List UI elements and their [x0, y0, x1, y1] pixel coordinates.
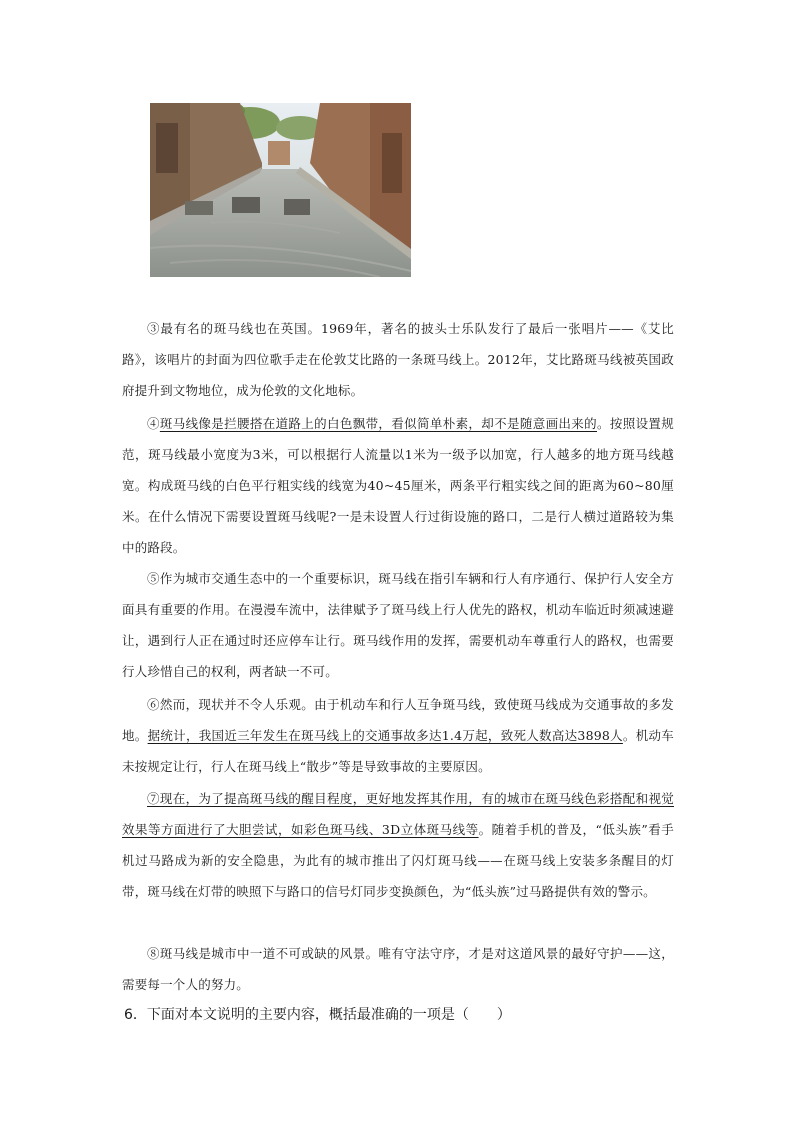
paragraph-8-text: ⑧斑马线是城市中一道不可或缺的风景。唯有守法守序，才是对这道风景的最好守护——这，需要每一个人的努力。: [122, 946, 674, 992]
paragraph-6-underlined: 据统计，我国近三年发生在斑马线上的交通事故多达1.4万起，致死人数高达3898人: [147, 728, 623, 743]
paragraph-4-text: [122, 408, 674, 563]
paragraph-4: [122, 408, 674, 563]
paragraph-6-intro: ⑥然而，现状并不令人乐观。由于机动车和行人互争斑马线，致使斑马线成为交通事故的多发地。: [122, 697, 674, 743]
paragraph-6-text: [122, 689, 674, 782]
paragraph-5-text: ⑤作为城市交通生态中的一个重要标识，斑马线在指引车辆和行人有序通行、保护行人安全方面具有重要的作用。在漫漫车流中，法律赋予了斑马线上行人优先的路权，机动车临近时须减速避让，遇到行人正在通过时还应停车让行。斑马线作用的发挥，需要机动车尊重行人的路权，也需要行人珍惜自己的权利，两者缺一不可。: [122, 571, 674, 679]
paragraph-7-underlined: ⑦现在，为了提高斑马线的醒目程度，更好地发挥其作用，有的城市在斑马线色彩搭配和视觉效果等方面进行了大胆尝试，如彩色斑马线、3D立体斑马线等: [122, 791, 674, 837]
question-6: 6．下面对本文说明的主要内容，概括最准确的一项是（ ）: [124, 1007, 511, 1023]
paragraph-5: [122, 563, 674, 687]
paragraph-7-rest: 。随着手机的普及，“低头族”看手机过马路成为新的安全隐患，为此有的城市推出了闪灯斑马线——在斑马线上安装多条醒目的灯带，斑马线在灯带的映照下与路口的信号灯同步变换颜色，为“低头族”过马路提供有效的警示。: [122, 822, 675, 899]
paragraph-6: [122, 689, 674, 782]
paragraph-4-number: ④: [147, 416, 160, 431]
paragraph-4-rest: 。按照设置规范，斑马线最小宽度为3米，可以根据行人流量以1米为一级予以加宽，行人越多的地方斑马线越宽。构成斑马线的白色平行粗实线的线宽为40~45厘米，两条平行粗实线之间的距离为60~80厘米。在什么情况下需要设置斑马线呢?一是未设置人行过街设施的路口，二是行人横过道路较为集中的路段。: [122, 416, 674, 555]
paragraph-3: [122, 313, 674, 406]
paragraph-7-text: [122, 783, 674, 907]
paragraph-4-underlined: 斑马线像是拦腰搭在道路上的白色飘带，看似简单朴素，却不是随意画出来的: [159, 416, 597, 431]
ancient-street-photo: [150, 103, 411, 277]
paragraph-6-rest: 。机动车未按规定让行，行人在斑马线上“散步”等是导致事故的主要原因。: [122, 728, 674, 774]
paragraph-3-text: ③最有名的斑马线也在英国。1969年，著名的披头士乐队发行了最后一张唱片——《艾比路》，该唱片的封面为四位歌手走在伦敦艾比路的一条斑马线上。2012年，艾比路斑马线被英国政府提升到文物地位，成为伦敦的文化地标。: [122, 321, 674, 398]
paragraph-7: [122, 783, 674, 907]
paragraph-8: [122, 938, 674, 1000]
